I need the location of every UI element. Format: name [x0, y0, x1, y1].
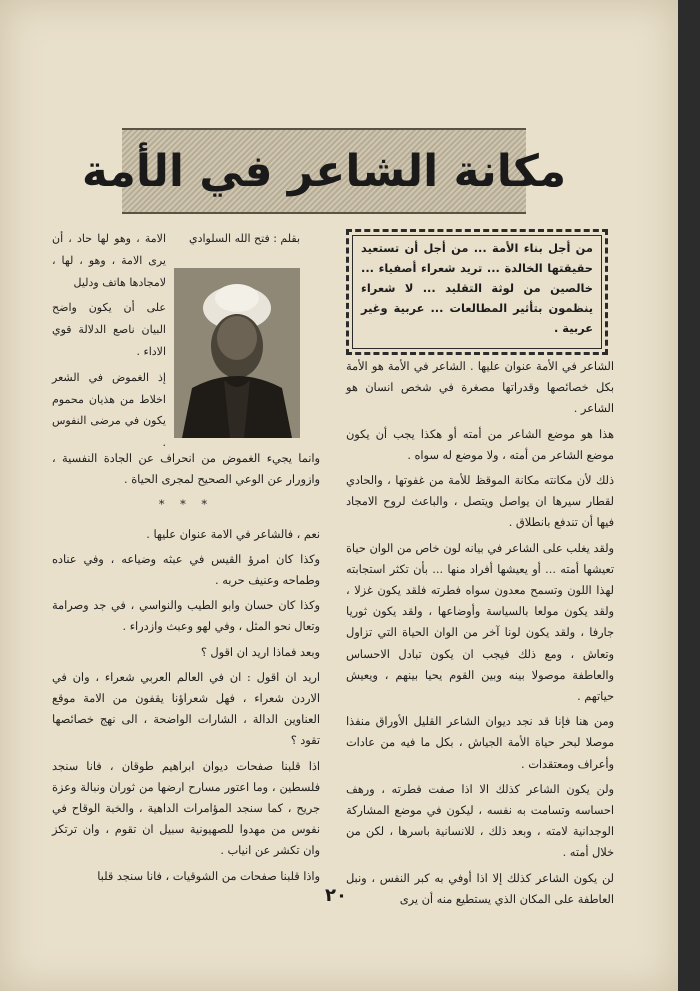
- author-byline: بقلم : فتح الله السلوادي: [188, 232, 300, 245]
- highlight-quote-box: [346, 229, 608, 355]
- section-divider-stars: * * *: [158, 498, 214, 512]
- paragraph: الامة ، وهو لها حاد ، أن يرى الامة ، وهو ، لها ، لامجادها هاتف ودليل: [52, 232, 166, 289]
- page-edge: [678, 0, 700, 991]
- paragraph: واذا قلبنا صفحات من الشوقيات ، فانا سنجد قلبا: [97, 869, 320, 883]
- paragraph: ولن يكون الشاعر كذلك الا اذا صفت فطرته ، ورهف احساسه وتسامت به نفسه ، ليكون في موضع المشاركة الوجدانية لامته ، وبعد ذلك ، للانسانية باسرها ، لكن من خلال أمته .: [346, 782, 614, 860]
- paragraph: ومن هنا فإنا قد نجد ديوان الشاعر القليل الأوراق منفذا موصلا لبحر حياة الأمة الجياش ، بكل ما فيه من عادات وأعراف ومعتقدات .: [346, 715, 614, 771]
- paragraph: لن يكون الشاعر كذلك إلا اذا أوفي به كبر النفس ، ونبل العاطفة على المكان الذي يستطيع منه أن يرى: [346, 871, 614, 906]
- paragraph: وكذا كان حسان وابو الطيب والنواسي ، في جد وصرامة وتعال نحو المثل ، وفي لهو وعبث وازدراء .: [52, 599, 320, 634]
- author-photo: [174, 268, 300, 438]
- left-column: [52, 448, 320, 891]
- right-column: [346, 356, 614, 914]
- paragraph: اذا قلبنا صفحات ديوان ابراهيم طوقان ، فانا سنجد فلسطين ، وما اعتور مسارح ارضها من ثوران ونبالة وعزة جريح ، كما سنجد المؤامرات الداهية ، والخبة الوقاح في نفوس من مهدوا للصهيونية سبيل ان تقوم ، وان ترتكز وان تكشر عن انياب .: [52, 759, 320, 858]
- paragraph: على أن يكون واضح البيان ناصع الدلالة قوي الاداء .: [52, 301, 166, 358]
- highlight-quote-text: من أجل بناء الأمة ... من أجل أن تستعيد حقيقتها الخالدة ... تريد شعراء أصفياء ... خالصين من لوثة التقليد ... لا شعراء ينظمون بتأثير المطالعات ... عربية وغير عربية .: [352, 235, 602, 349]
- paragraph: ولقد يغلب على الشاعر في بيانه لون خاص من الوان حياة تعيشها أمته ... أو يعيشها أفراد منها ... بأن تكثر استجابته لهذا اللون وتسمح معدون سواه فطرته فلقد يكون غزلا ، ولقد يكون مولعا بالسياسة وأوضاعها ، ولقد يكون ثوريا جارفا ، ولقد يكون لونا آخر من الوان الحياة التي تزاول وتعاش ، ومع ذلك فيجب ان يكون تبادل الاحساس والعاطفة موصولا بينه وبين القوم يحيا بينهم ، ويعيش حياتهم .: [346, 541, 614, 704]
- paragraph: الشاعر في الأمة عنوان عليها . الشاعر في الأمة هو الأمة بكل خصائصها وقدراتها مصغرة في شخص انسان هو الشاعر .: [346, 360, 614, 416]
- paragraph: وكذا كان امرؤ القيس في عبثه وضياعه ، وفي عناده وطماحه وعنيف حربه .: [52, 552, 320, 588]
- title-banner: [81, 128, 567, 214]
- paragraph: إذ الغموض في الشعر اخلاط من هذيان محموم يكون في مرضى النفوس .: [52, 370, 166, 450]
- page-number: ٢٠: [325, 885, 347, 906]
- paragraph: ذلك لأن مكانته مكانة الموقظ للأمة من غفوتها ، والحادي لقطار سيرها ان يواصل ويتصل ، والباعث لروح الامجاد فيها أن تندفع بانطلاق .: [346, 474, 614, 530]
- paragraph: نعم ، فالشاعر في الامة عنوان عليها .: [146, 527, 320, 541]
- narrow-column: [52, 228, 166, 458]
- paragraph: اريد ان اقول : ان في العالم العربي شعراء ، وان في الاردن شعراء ، فهل شعراؤنا يقفون من الامة موقع العناوين الدالة ، الشارات الواضحة ، الى نهج خصائصها تقود ؟: [52, 670, 320, 748]
- portrait-image: [174, 268, 300, 438]
- paragraph: وانما يجيء الغموض من انحراف عن الجادة النفسية ، وازورار عن الوعي الصحيح لمجرى الحياة .: [52, 452, 320, 487]
- paragraph: وبعد فماذا اريد ان اقول ؟: [200, 645, 320, 659]
- article-title: مكانة الشاعر في الأمة: [81, 145, 567, 197]
- paragraph: هذا هو موضع الشاعر من أمته أو هكذا يجب أن يكون موضع الشاعر من أمته ، ولا موضع له سواه .: [346, 427, 614, 462]
